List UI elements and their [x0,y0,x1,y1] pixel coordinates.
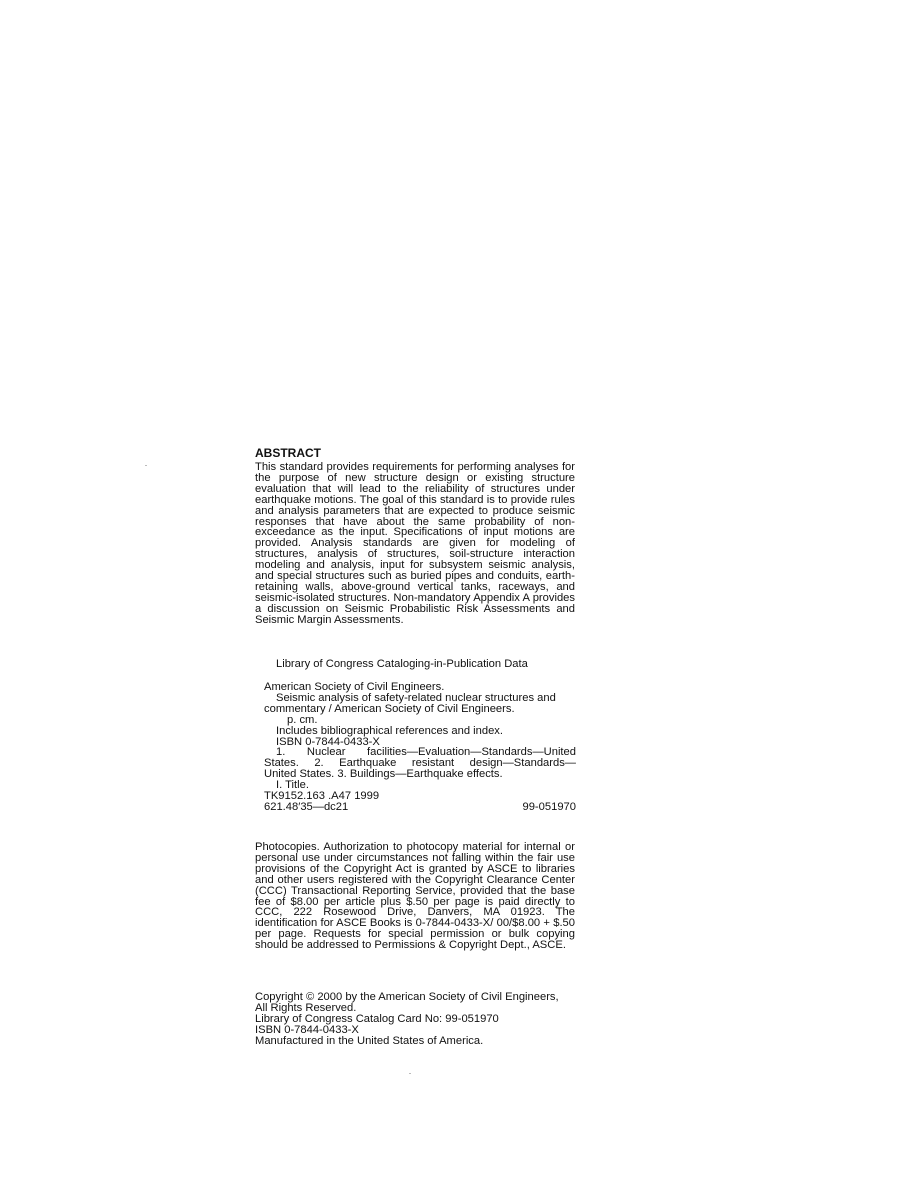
photocopies-body: Photocopies. Authorization to photocopy material for internal or personal use under circumstances not falling within the fair use provisions of the Copyright Act is granted by ASCE to libraries and other users registered with the Copyright Clearance Center (CCC) Transactional Reporting Service, provided that the base fee of $8.00 per article plus $.50 per page is paid directly to CCC, 222 Rosewood Drive, Danvers, MA 01923. The identification for ASCE Books is 0-7844-0433-X/ 00/$8.00 + $.50 per page. Requests for special permission or bulk copying should be addressed to Permissions & Copyright Dept., ASCE. [255,841,575,952]
abstract-heading: ABSTRACT [255,446,321,460]
scan-speck [409,1073,411,1074]
cip-subjects-line-1: 1. Nuclear facilities—Evaluation—Standards—United [276,746,576,759]
cip-dewey: 621.48′35—dc21 [264,800,349,813]
copyright-line-2: All Rights Reserved. [255,1001,357,1014]
cip-dewey-row [264,802,576,813]
abstract-section [255,447,575,626]
cip-subjects-line-3: United States. 3. Buildings—Earthquake effects. [264,768,503,781]
cip-data-block [264,682,576,813]
cip-lccn: 99-051970 [522,800,576,813]
cip-pages: p. cm. [287,713,318,726]
cip-isbn: ISBN 0-7844-0433-X [276,735,380,748]
scan-speck [145,465,147,466]
cip-title-entry: I. Title. [276,779,309,792]
copyright-line-5: Manufactured in the United States of America. [255,1034,484,1047]
copyright-line-3: Library of Congress Catalog Card No: 99-051970 [255,1012,499,1025]
abstract-body: This standard provides requirements for performing analyses for the purpose of new structure design or existing structure evaluation that will lead to the reliability of structures under earthquake motions. The goal of this standard is to provide rules and analysis parameters that are expected to produce seismic responses that have about the same probability of non-exceedance as the input. Specifications of input motions are provided. Analysis standards are given for modeling of structures, analysis of structures, soil-structure interaction modeling and analysis, input for subsystem seismic analysis, and special structures such as buried pipes and conduits, earth-retaining walls, above-ground vertical tanks, raceways, and seismic-isolated structures. Non-mandatory Appendix A provides a discussion on Seismic Probabilistic Risk Assessments and Seismic Margin Assessments. [255,461,575,626]
photocopies-section [255,842,575,951]
cip-subjects-line-2: States. 2. Earthquake resistant design—Standards— [264,757,576,770]
cip-heading: Library of Congress Cataloging-in-Publication Data [276,658,528,670]
cip-title-line-2: commentary / American Society of Civil Engineers. [264,702,515,715]
cip-title-line-1: Seismic analysis of safety-related nuclear structures and [276,691,556,704]
copyright-section [255,992,575,1047]
copyright-line-4: ISBN 0-7844-0433-X [255,1023,359,1036]
cip-call-number: TK9152.163 .A47 1999 [264,790,380,803]
cip-includes: Includes bibliographical references and index. [276,724,504,737]
cip-author: American Society of Civil Engineers. [264,681,445,693]
copyright-line-1: Copyright © 2000 by the American Society of Civil Engineers, [255,991,559,1003]
